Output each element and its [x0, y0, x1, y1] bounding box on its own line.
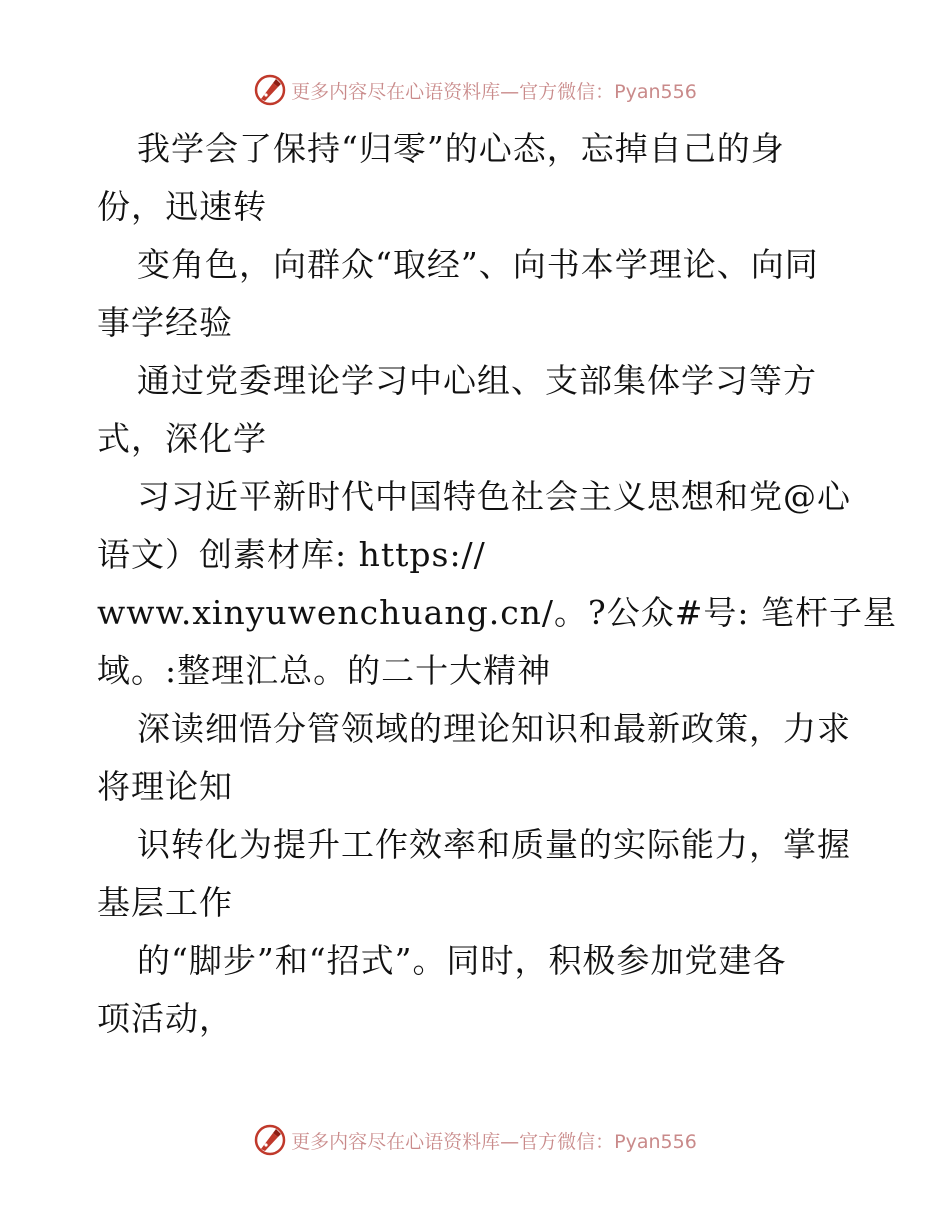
paragraph-line: www.xinyuwenchuang.cn/。?公众#号: 笔杆子星 [97, 593, 897, 632]
pen-nib-logo-icon [253, 73, 287, 107]
paragraph-line: 将理论知 [97, 767, 233, 806]
paragraph-line: 事学经验 [97, 303, 233, 342]
paragraph-line: 基层工作 [97, 883, 233, 922]
footer-watermark-banner [0, 1122, 950, 1158]
paragraph-line: 通过党委理论学习中心组、支部集体学习等方 [137, 361, 817, 400]
header-watermark-text: 更多内容尽在心语资料库—官方微信：Pyan556 [291, 80, 697, 103]
paragraph-line: 的“脚步”和“招式”。同时，积极参加党建各 [137, 941, 787, 980]
paragraph-line: 域。:整理汇总。的二十大精神 [97, 651, 552, 690]
paragraph-line: 我学会了保持“归零”的心态，忘掉自己的身 [137, 129, 785, 168]
paragraph-line: 变角色，向群众“取经”、向书本学理论、向同 [137, 245, 819, 284]
document-body [97, 120, 897, 1048]
paragraph-line: 语文）创素材库: https:// [97, 535, 486, 574]
paragraph-line: 深读细悟分管领域的理论知识和最新政策，力求 [137, 709, 851, 748]
pen-nib-logo-icon [253, 1123, 287, 1157]
header-watermark-banner [0, 72, 950, 108]
paragraph-line: 识转化为提升工作效率和质量的实际能力，掌握 [137, 825, 851, 864]
footer-watermark-text: 更多内容尽在心语资料库—官方微信：Pyan556 [291, 1130, 697, 1153]
paragraph-line: 份，迅速转 [97, 187, 267, 226]
paragraph-line: 式，深化学 [97, 419, 267, 458]
paragraph-line: 习习近平新时代中国特色社会主义思想和党@心 [137, 477, 851, 516]
paragraph-line: 项活动， [97, 999, 233, 1038]
